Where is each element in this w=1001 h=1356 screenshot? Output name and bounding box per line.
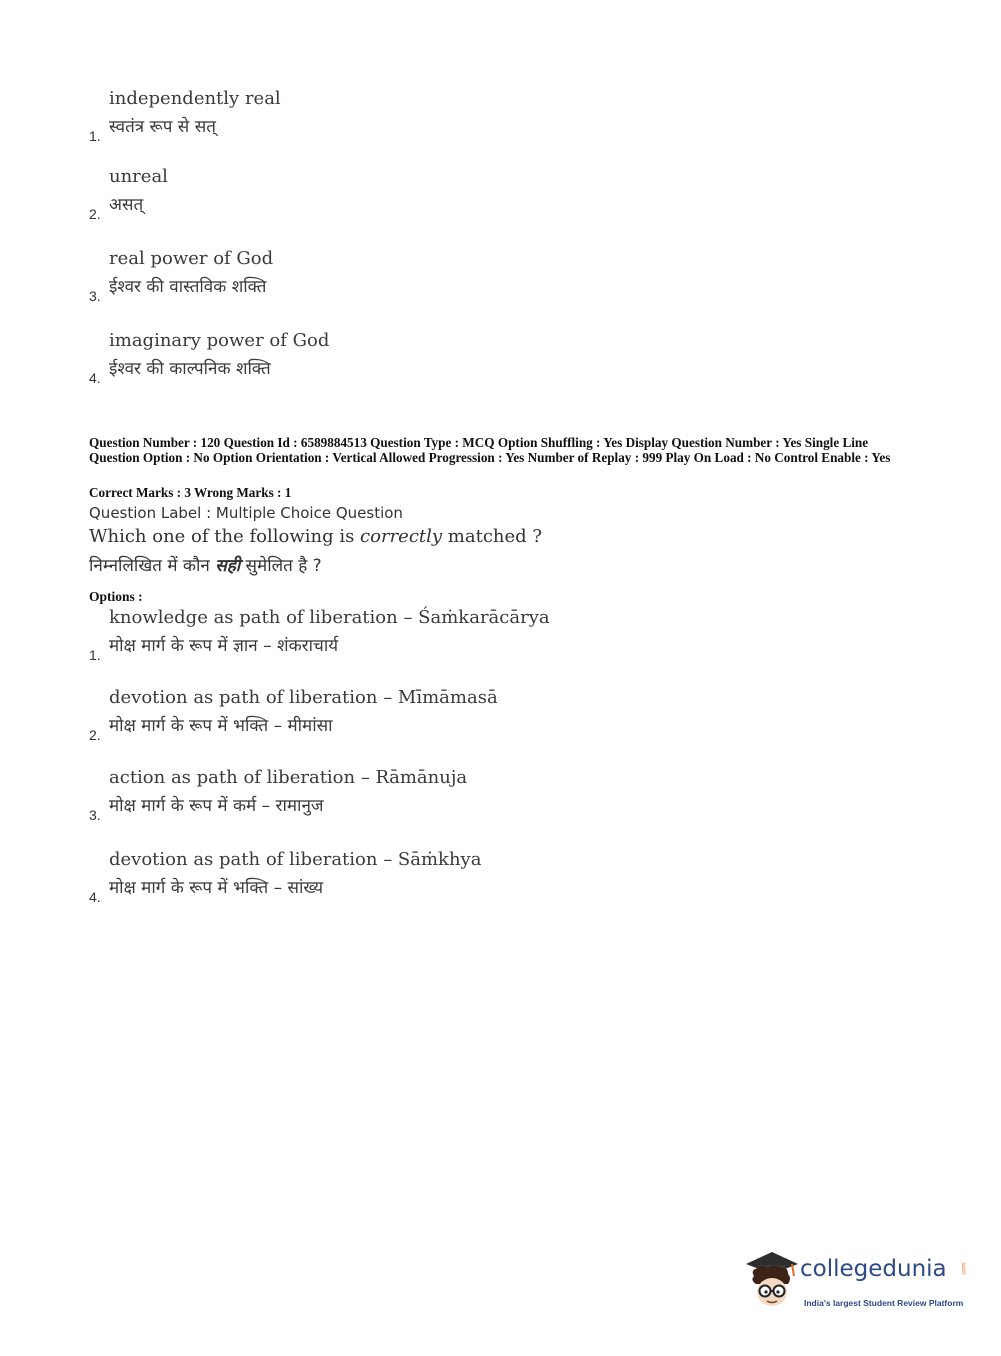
- question-hi-part: सुमेलित है ?: [240, 556, 322, 576]
- collegedunia-logo: [742, 1250, 972, 1312]
- option-text-hi: मोक्ष मार्ग के रूप में ज्ञान – शंकराचार्य: [109, 636, 339, 656]
- eye-right: [776, 1290, 779, 1293]
- question-label: Question Label : Multiple Choice Question: [89, 504, 403, 522]
- option-number: 4.: [89, 370, 101, 386]
- option-text-hi: मोक्ष मार्ग के रूप में भक्ति – मीमांसा: [109, 716, 333, 736]
- option-text-hi: मोक्ष मार्ग के रूप में कर्म – रामानुज: [109, 796, 324, 816]
- brand-dotcom: .com: [961, 1262, 968, 1276]
- option-text-hi: ईश्वर की वास्तविक शक्ति: [109, 277, 267, 297]
- question-marks: Correct Marks : 3 Wrong Marks : 1: [89, 485, 292, 500]
- option-number: 3.: [89, 807, 101, 823]
- mascot-icon: [742, 1250, 802, 1312]
- question-text-hi: [89, 553, 322, 576]
- question-hi-emphasis: सही: [215, 556, 241, 576]
- cap-tassel: [792, 1264, 794, 1276]
- option-number: 2.: [89, 727, 101, 743]
- brand-tagline: India's largest Student Review Platform: [804, 1298, 964, 1308]
- option-text-hi: ईश्वर की काल्पनिक शक्ति: [109, 359, 271, 379]
- brand-name: collegedunia: [800, 1256, 947, 1282]
- options-label: Options :: [89, 589, 143, 604]
- option-text-en: action as path of liberation – Rāmānuja: [109, 767, 468, 788]
- question-en-emphasis: correctly: [360, 526, 443, 547]
- question-meta: Question Number : 120 Question Id : 6589884513 Question Type : MCQ Option Shuffling : Yes Display Question Number : Yes Single Line Question Option : No Option Orientation : Vertical Allowed Progression : Yes Number of Replay : 999 Play On Load : No Control Enable : Yes: [89, 435, 891, 465]
- option-text-en: devotion as path of liberation – Mīmāmasā: [109, 687, 498, 708]
- option-number: 1.: [89, 128, 101, 144]
- option-text-en: independently real: [109, 88, 281, 109]
- option-text-hi: असत्: [109, 195, 144, 215]
- option-text-en: unreal: [109, 166, 168, 187]
- question-en-part: matched ?: [442, 526, 543, 547]
- option-text-hi: स्वतंत्र रूप से सत्: [109, 117, 216, 137]
- option-text-hi: मोक्ष मार्ग के रूप में भक्ति – सांख्य: [109, 878, 324, 898]
- eye-left: [764, 1290, 767, 1293]
- option-text-en: imaginary power of God: [109, 330, 330, 351]
- option-number: 3.: [89, 288, 101, 304]
- question-text-en: [89, 526, 542, 547]
- option-number: 1.: [89, 647, 101, 663]
- question-hi-part: निम्नलिखित में कौन: [89, 556, 216, 576]
- option-number: 4.: [89, 889, 101, 905]
- option-text-en: real power of God: [109, 248, 274, 269]
- option-text-en: knowledge as path of liberation – Śaṁkarācārya: [109, 607, 550, 628]
- option-number: 2.: [89, 206, 101, 222]
- question-en-part: Which one of the following is: [89, 526, 361, 547]
- option-text-en: devotion as path of liberation – Sāṁkhya: [109, 849, 482, 870]
